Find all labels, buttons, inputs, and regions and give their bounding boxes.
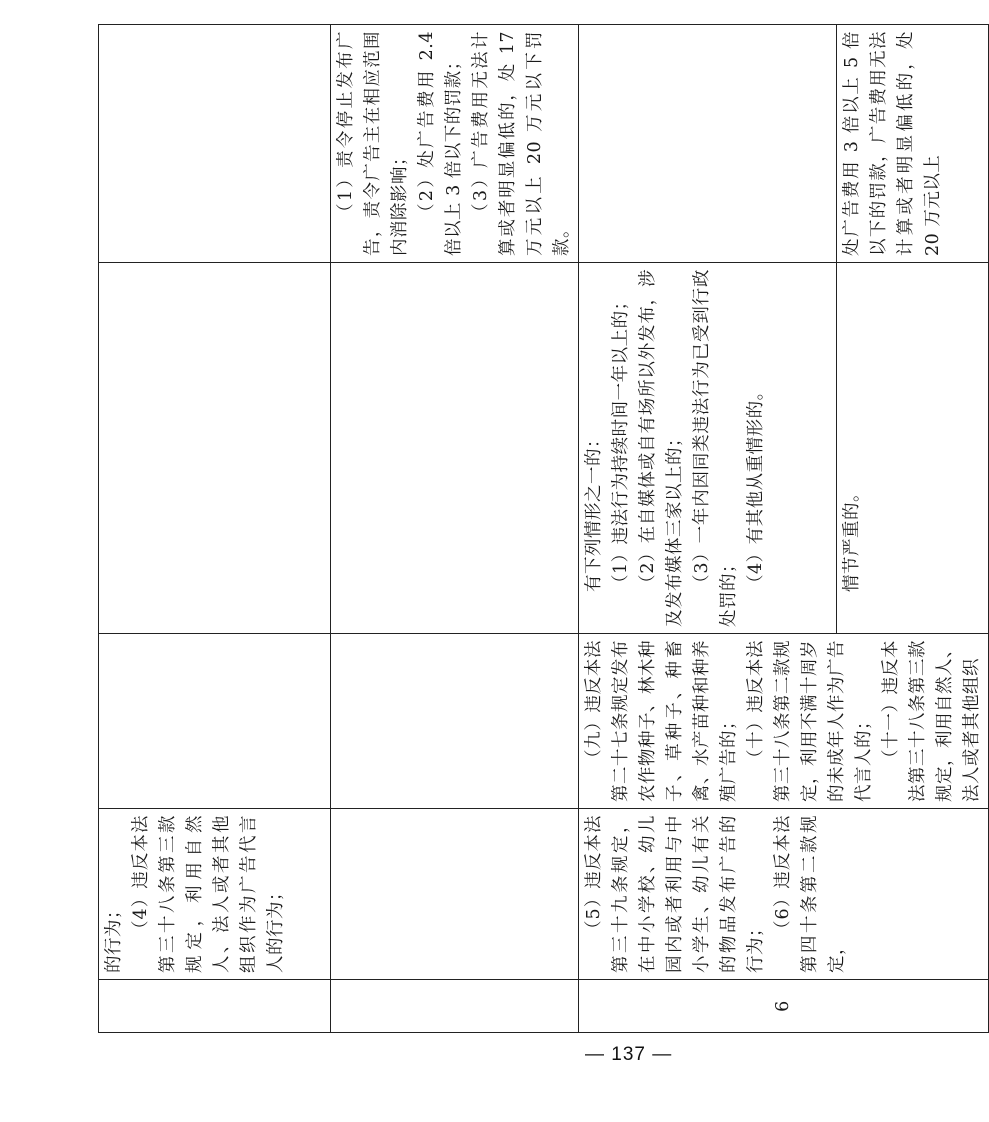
violation-act-cell: [331, 809, 579, 980]
legal-provision-cell: [99, 634, 331, 809]
provision-text: （九）违反本法第二十七条规定发布农作物种子、林木种子、草种子、种畜禽、水产苗种和种养殖广告的；: [584, 640, 739, 802]
circumstance-cell: [99, 263, 331, 634]
circumstance-aggravated: [579, 263, 837, 633]
circumstance-text: （4）有其他从重情形的。: [746, 382, 766, 592]
legal-provision-cell: [579, 634, 989, 809]
circumstance-cell: [331, 263, 579, 634]
circumstance-serious: [837, 263, 868, 633]
penalty-cell: [331, 25, 579, 263]
penalty-text: （1）责令停止发布广告，责令广告主在相应范围内消除影响；: [336, 31, 410, 256]
row-number-cell: [331, 980, 579, 1033]
penalty-text: （2）处广告费用 2.4 倍以上 3 倍以下的罚款；: [417, 31, 464, 256]
penalty-aggravated-continued: [579, 25, 837, 262]
violation-act-cell: [99, 809, 331, 980]
provision-text: （十）违反本法第三十八条第二款规定，利用不满十周岁的未成年人作为广告代言人的；: [746, 640, 874, 802]
act-text: （6）违反本法第四十条第二款规定，: [773, 815, 847, 973]
circumstance-text: 情节严重的。: [842, 484, 862, 592]
page-number: — 137 —: [585, 1044, 673, 1065]
circumstance-text: （2）在自媒体或自有场所以外发布，涉及发布媒体三家以上的；: [638, 269, 685, 627]
circumstance-text: 有下列情形之一的：: [584, 430, 604, 592]
table-row: [331, 25, 579, 1033]
legal-provision-cell: [331, 634, 579, 809]
act-text: （5）违反本法第三十九条规定，在中小学校、幼儿园内或者利用与中小学生、幼儿有关的物品发布广告的行为；: [584, 815, 766, 973]
circumstance-text: （1）违法行为持续时间一年以上的；: [611, 292, 631, 592]
penalty-cell: [579, 25, 989, 263]
penalty-text: （3）广告费用无法计算或者明显偏低的，处 17 万元以上 20 万元以下罚款。: [471, 31, 572, 256]
provision-text: （十一）违反本法第三十八条第三款规定，利用自然人、法人或者其他组织: [881, 640, 982, 802]
rotated-table-container: [98, 31, 982, 1033]
penalty-standards-table: [98, 24, 989, 1033]
penalty-cell: [99, 25, 331, 263]
row-number-cell: 6: [579, 980, 989, 1033]
row-number-cell: [99, 980, 331, 1033]
penalty-serious: [837, 25, 949, 262]
penalty-text: 处广告费用 3 倍以上 5 倍以下的罚款，广告费用无法计算或者明显偏低的，处 20 万元以上: [842, 31, 943, 256]
circumstance-cell: [579, 263, 989, 634]
table-row: [579, 25, 989, 1033]
violation-act-cell: [579, 809, 989, 980]
circumstance-text: （3）一年内因同类违法行为已受到行政处罚的；: [692, 269, 739, 627]
table-row: [99, 25, 331, 1033]
act-text: （4）违反本法第三十八条第三款规定，利用自然人、法人或者其他组织作为广告代言人的行为；: [131, 815, 286, 973]
act-text: 的行为；: [104, 901, 124, 973]
